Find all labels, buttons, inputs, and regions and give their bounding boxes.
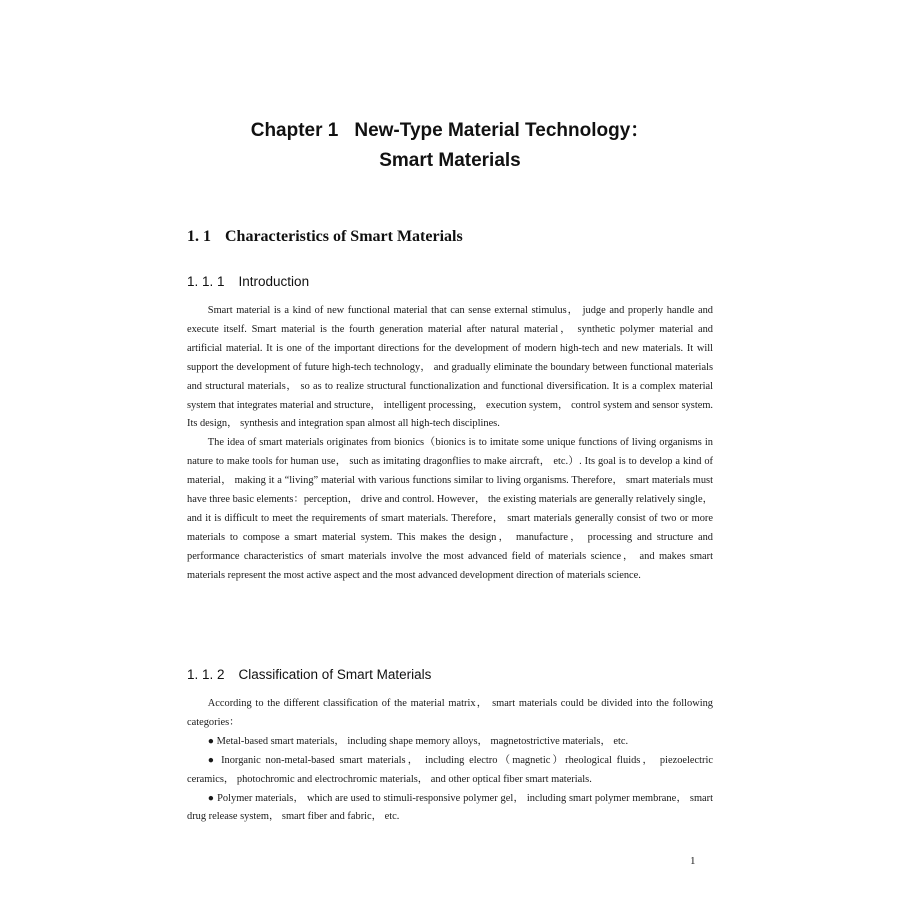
chapter-number: Chapter 1	[250, 120, 339, 141]
subsection-heading-classification	[187, 666, 431, 684]
paragraph: Smart material is a kind of new functional material that can sense external stimulus， judge and properly handle and execute itself. Smart material is the fourth generation material after natural material， synthetic polymer material and artificial material. It is one of the important directions for the development of modern high-tech and new materials. It will support the development of future high-tech technology， and gradually eliminate the boundary between functional materials and structural materials， so as to realize structural functionalization and functional diversification. It is a complex material system that integrates material and structure， intelligent processing， execution system， control system and sensor system. Its design， synthesis and integration span almost all high-tech disciplines.	[187, 305, 713, 430]
section-number: 1. 1	[187, 228, 211, 245]
chapter-title-text-1: New-Type Material Technology：	[354, 120, 650, 141]
paragraph: The idea of smart materials originates from bionics（bionics is to imitate some unique functions of living organisms in nature to make tools for human use， such as imitating dragonflies to make aircraft， etc.）. Its goal is to develop a kind of material， making it a “living” material with various functions similar to living organisms. Therefore， smart materials must have three basic elements：perception， drive and control. However， the existing materials are generally relatively single， and it is difficult to meet the requirements of smart materials. Therefore， smart materials generally consist of two or more materials to compose a smart material system. This makes the design， manufacture， processing and structure and performance characteristics of smart materials involve the most advanced field of materials science， and makes smart materials represent the most active aspect and the most advanced development direction of materials science.	[187, 437, 713, 581]
subsection-number: 1. 1. 1	[187, 274, 225, 289]
introduction-body	[187, 302, 713, 586]
subsection-title: Introduction	[238, 274, 310, 289]
section-heading	[187, 227, 463, 247]
subsection-title: Classification of Smart Materials	[238, 667, 432, 682]
bullet-item: ● Metal-based smart materials， including shape memory alloys， magnetostrictive materials， etc.	[207, 735, 629, 747]
section-title: Characteristics of Smart Materials	[225, 228, 463, 245]
chapter-title-line-1	[150, 116, 750, 146]
subsection-heading-introduction	[187, 273, 309, 291]
subsection-number: 1. 1. 2	[187, 667, 225, 682]
paragraph: According to the different classification of the material matrix， smart materials could be divided into the following categories：	[187, 698, 713, 728]
chapter-title-line-2: Smart Materials	[379, 150, 521, 171]
chapter-title	[150, 116, 750, 176]
page-number: 1	[690, 855, 696, 867]
classification-body	[187, 695, 713, 827]
bullet-item: ● Polymer materials， which are used to stimuli-responsive polymer gel， including smart polymer membrane， smart drug release system， smart fiber and fabric， etc.	[187, 792, 713, 823]
bullet-item: ● Inorganic non-metal-based smart materials， including electro（magnetic）rheological fluids， piezoelectric ceramics， photochromic and electrochromic materials， and other optical fiber smart materials.	[187, 754, 713, 785]
